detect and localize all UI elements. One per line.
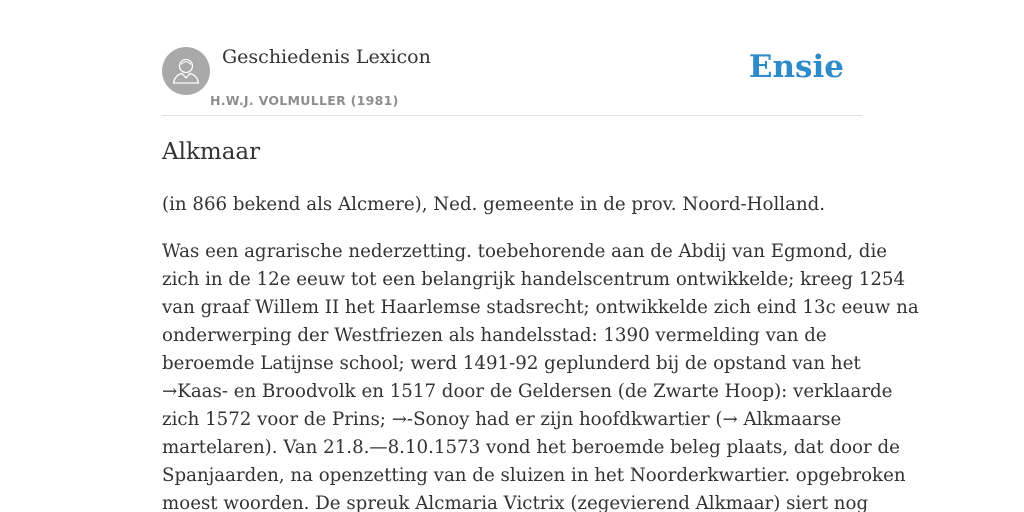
paragraph-1 <box>162 191 864 219</box>
page-title: Alkmaar <box>162 139 261 165</box>
entry-content <box>162 191 919 512</box>
text-line: →Kaas- en Broodvolk en 1517 door de Geldersen (de Zwarte Hoop): verklaarde <box>162 381 893 402</box>
author-byline[interactable]: H.W.J. VOLMULLER (1981) <box>210 93 399 108</box>
text-line: beroemde Latijnse school; werd 1491-92 geplunderd bij de opstand van het <box>162 353 861 374</box>
book-title[interactable]: Geschiedenis Lexicon <box>222 46 431 68</box>
text-line: martelaren). Van 21.8.—8.10.1573 vond het beroemde beleg plaats, dat door de <box>162 437 900 458</box>
paragraph-2 <box>162 238 919 512</box>
text-line: Was een agrarische nederzetting. toebehorende aan de Abdij van Egmond, die <box>162 241 888 262</box>
text-line: onderwerping der Westfriezen als handelsstad: 1390 vermelding van de <box>162 325 827 346</box>
header-divider <box>162 115 862 116</box>
text-line: zich in de 12e eeuw tot een belangrijk handelscentrum ontwikkelde; kreeg 1254 <box>162 269 906 290</box>
text-line: moest woorden. De spreuk Alcmaria Victrix (zegevierend Alkmaar) siert nog <box>162 493 869 512</box>
user-icon <box>162 47 210 95</box>
text-line: (in 866 bekend als Alcmere), Ned. gemeente in de prov. Noord-Holland. <box>162 194 826 215</box>
text-line: Spanjaarden, na openzetting van de sluizen in het Noorderkwartier. opgebroken <box>162 465 906 486</box>
avatar[interactable] <box>162 47 210 95</box>
text-line: van graaf Willem II het Haarlemse stadsrecht; ontwikkelde zich eind 13c eeuw na <box>162 297 919 318</box>
brand-logo[interactable]: Ensie <box>748 49 844 85</box>
text-line: zich 1572 voor de Prins; →-Sonoy had er zijn hoofdkwartier (→ Alkmaarse <box>162 409 842 430</box>
